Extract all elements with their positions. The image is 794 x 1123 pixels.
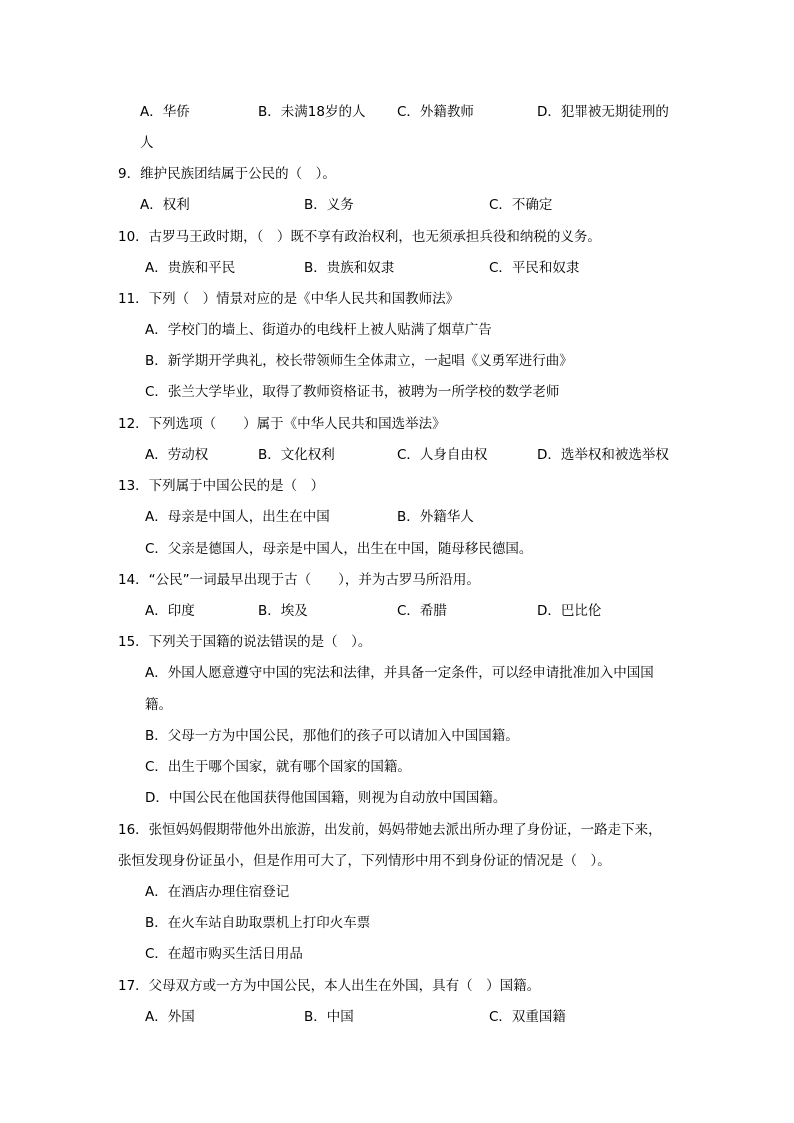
option-c: C．不确定 <box>489 197 553 213</box>
question-16-cont: 张恒发现身份证虽小，但是作用可大了，下列情形中用不到身份证的情况是（ ）。 <box>118 853 611 869</box>
option-b: B．中国 <box>304 1009 354 1025</box>
option-b: B．未满18岁的人 <box>258 104 366 120</box>
option-b: B．埃及 <box>258 603 308 619</box>
option-c: C．平民和奴隶 <box>489 260 580 276</box>
option-d: D．中国公民在他国获得他国国籍，则视为自动放中国国籍。 <box>145 790 507 806</box>
question-12: 12．下列选项（ ）属于《中华人民共和国选举法》 <box>118 416 446 432</box>
option-d: D．犯罪被无期徒刑的 <box>537 104 669 120</box>
question-10: 10．古罗马王政时期，（ ）既不享有政治权利，也无须承担兵役和纳税的义务。 <box>118 229 601 245</box>
option-c: C．人身自由权 <box>397 447 488 463</box>
option-a: A．印度 <box>145 603 195 619</box>
option-a: A．贵族和平民 <box>145 260 236 276</box>
option-c: C．外籍教师 <box>397 104 474 120</box>
option-b: B．新学期开学典礼，校长带领师生全体肃立，一起唱《义勇军进行曲》 <box>145 353 573 369</box>
question-11: 11．下列（ ）情景对应的是《中华人民共和国教师法》 <box>118 291 460 307</box>
option-wrap: 籍。 <box>145 697 172 713</box>
option-a: A．权利 <box>140 197 190 213</box>
option-c: C．张兰大学毕业，取得了教师资格证书，被聘为一所学校的数学老师 <box>145 384 560 400</box>
option-b: B．父母一方为中国公民，那他们的孩子可以请加入中国国籍。 <box>145 728 519 744</box>
question-13: 13．下列属于中国公民的是（ ） <box>118 478 325 494</box>
question-17: 17．父母双方或一方为中国公民，本人出生在外国，具有（ ）国籍。 <box>118 978 541 994</box>
option-b: B．义务 <box>304 197 354 213</box>
question-9: 9．维护民族团结属于公民的（ ）。 <box>118 166 336 182</box>
option-d: D．巴比伦 <box>537 603 602 619</box>
option-d: D．选举权和被选举权 <box>537 447 669 463</box>
option-wrap: 人 <box>140 135 154 151</box>
option-a: A．在酒店办理住宿登记 <box>145 884 290 900</box>
question-16: 16．张恒妈妈假期带他外出旅游，出发前，妈妈带她去派出所办理了身份证，一路走下来， <box>118 822 662 838</box>
option-c: C．希腊 <box>397 603 447 619</box>
option-a: A．外国 <box>145 1009 195 1025</box>
option-b: B．文化权利 <box>258 447 335 463</box>
question-14: 14．“公民”一词最早出现于古（ ），并为古罗马所沿用。 <box>118 572 480 588</box>
option-c: C．出生于哪个国家，就有哪个国家的国籍。 <box>145 759 411 775</box>
option-a: A．母亲是中国人，出生在中国 <box>145 509 330 525</box>
option-b: B．在火车站自助取票机上打印火车票 <box>145 915 371 931</box>
option-a: A．劳动权 <box>145 447 209 463</box>
question-15: 15．下列关于国籍的说法错误的是（ ）。 <box>118 634 372 650</box>
option-a: A．华侨 <box>140 104 190 120</box>
option-b: B．外籍华人 <box>397 509 474 525</box>
option-c: C．双重国籍 <box>489 1009 566 1025</box>
option-c: C．在超市购买生活日用品 <box>145 946 303 962</box>
option-a: A．外国人愿意遵守中国的宪法和法律，并具备一定条件，可以经申请批准加入中国国 <box>145 665 654 681</box>
option-b: B．贵族和奴隶 <box>304 260 395 276</box>
option-a: A．学校门的墙上、街道办的电线杆上被人贴满了烟草广告 <box>145 322 492 338</box>
option-c: C．父亲是德国人，母亲是中国人，出生在中国，随母移民德国。 <box>145 541 533 557</box>
